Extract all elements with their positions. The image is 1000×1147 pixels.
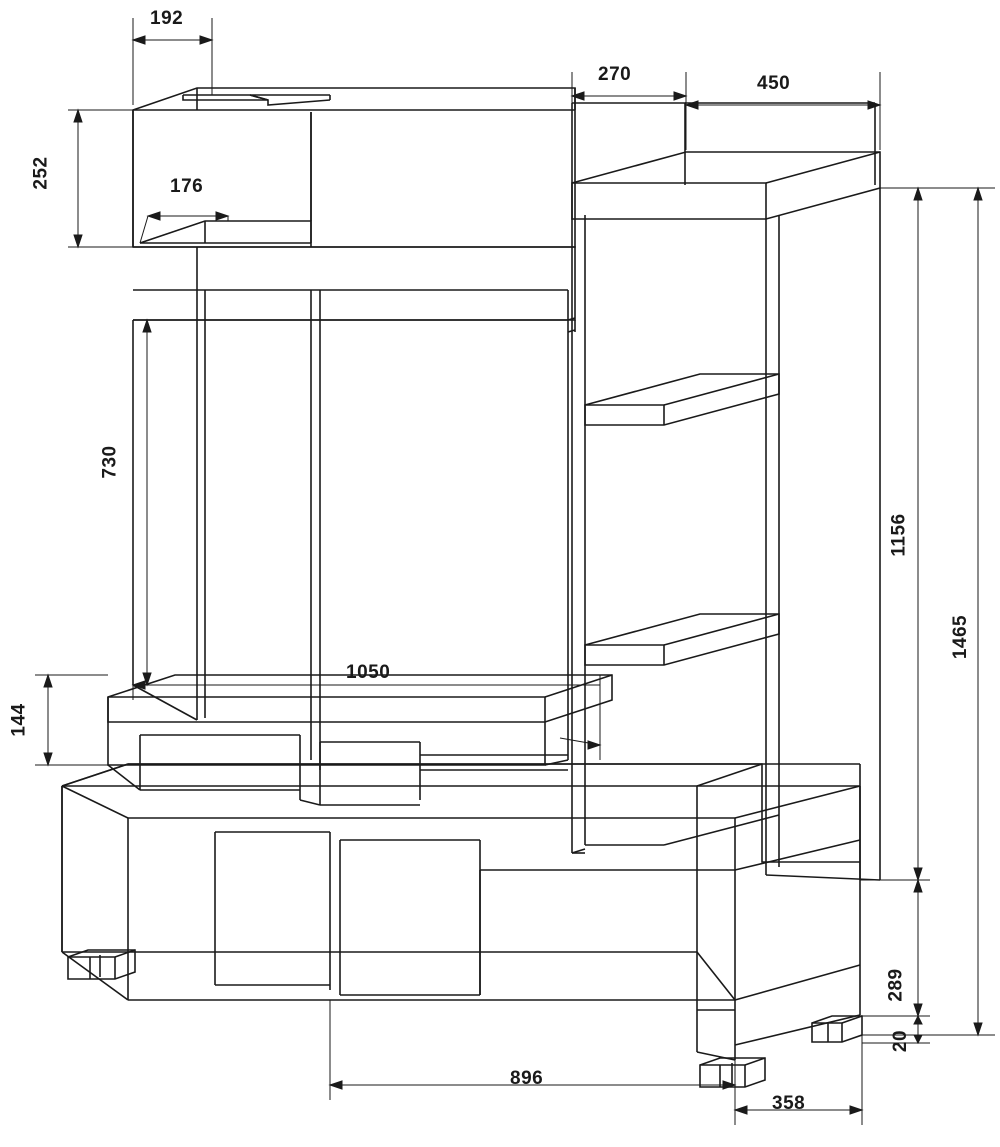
dimension-label-176: 176 (170, 176, 204, 197)
dimension-label-730: 730 (99, 445, 121, 479)
dimension-label-1156: 1156 (888, 513, 910, 557)
tv-shelf-rail (108, 722, 545, 765)
dimension-label-252: 252 (30, 156, 52, 190)
dimension-label-289: 289 (885, 968, 907, 1002)
dimension-label-1050: 1050 (346, 662, 391, 683)
dimension-label-896: 896 (510, 1068, 544, 1089)
dimension-label-450: 450 (757, 73, 791, 94)
upper-shelf-band (133, 247, 575, 320)
dimension-label-144: 144 (8, 703, 30, 737)
base-cabinet-top-construction (62, 764, 860, 862)
dimension-label-192: 192 (150, 8, 184, 29)
dimension-label-270: 270 (598, 64, 632, 85)
dimension-label-358: 358 (772, 1093, 806, 1114)
foot-front-right (700, 1058, 765, 1087)
dimension-label-20: 20 (890, 1029, 912, 1053)
right-column-top-construction (572, 103, 685, 185)
dimension-label-1465: 1465 (950, 614, 972, 660)
right-column-top-panel (572, 152, 880, 219)
